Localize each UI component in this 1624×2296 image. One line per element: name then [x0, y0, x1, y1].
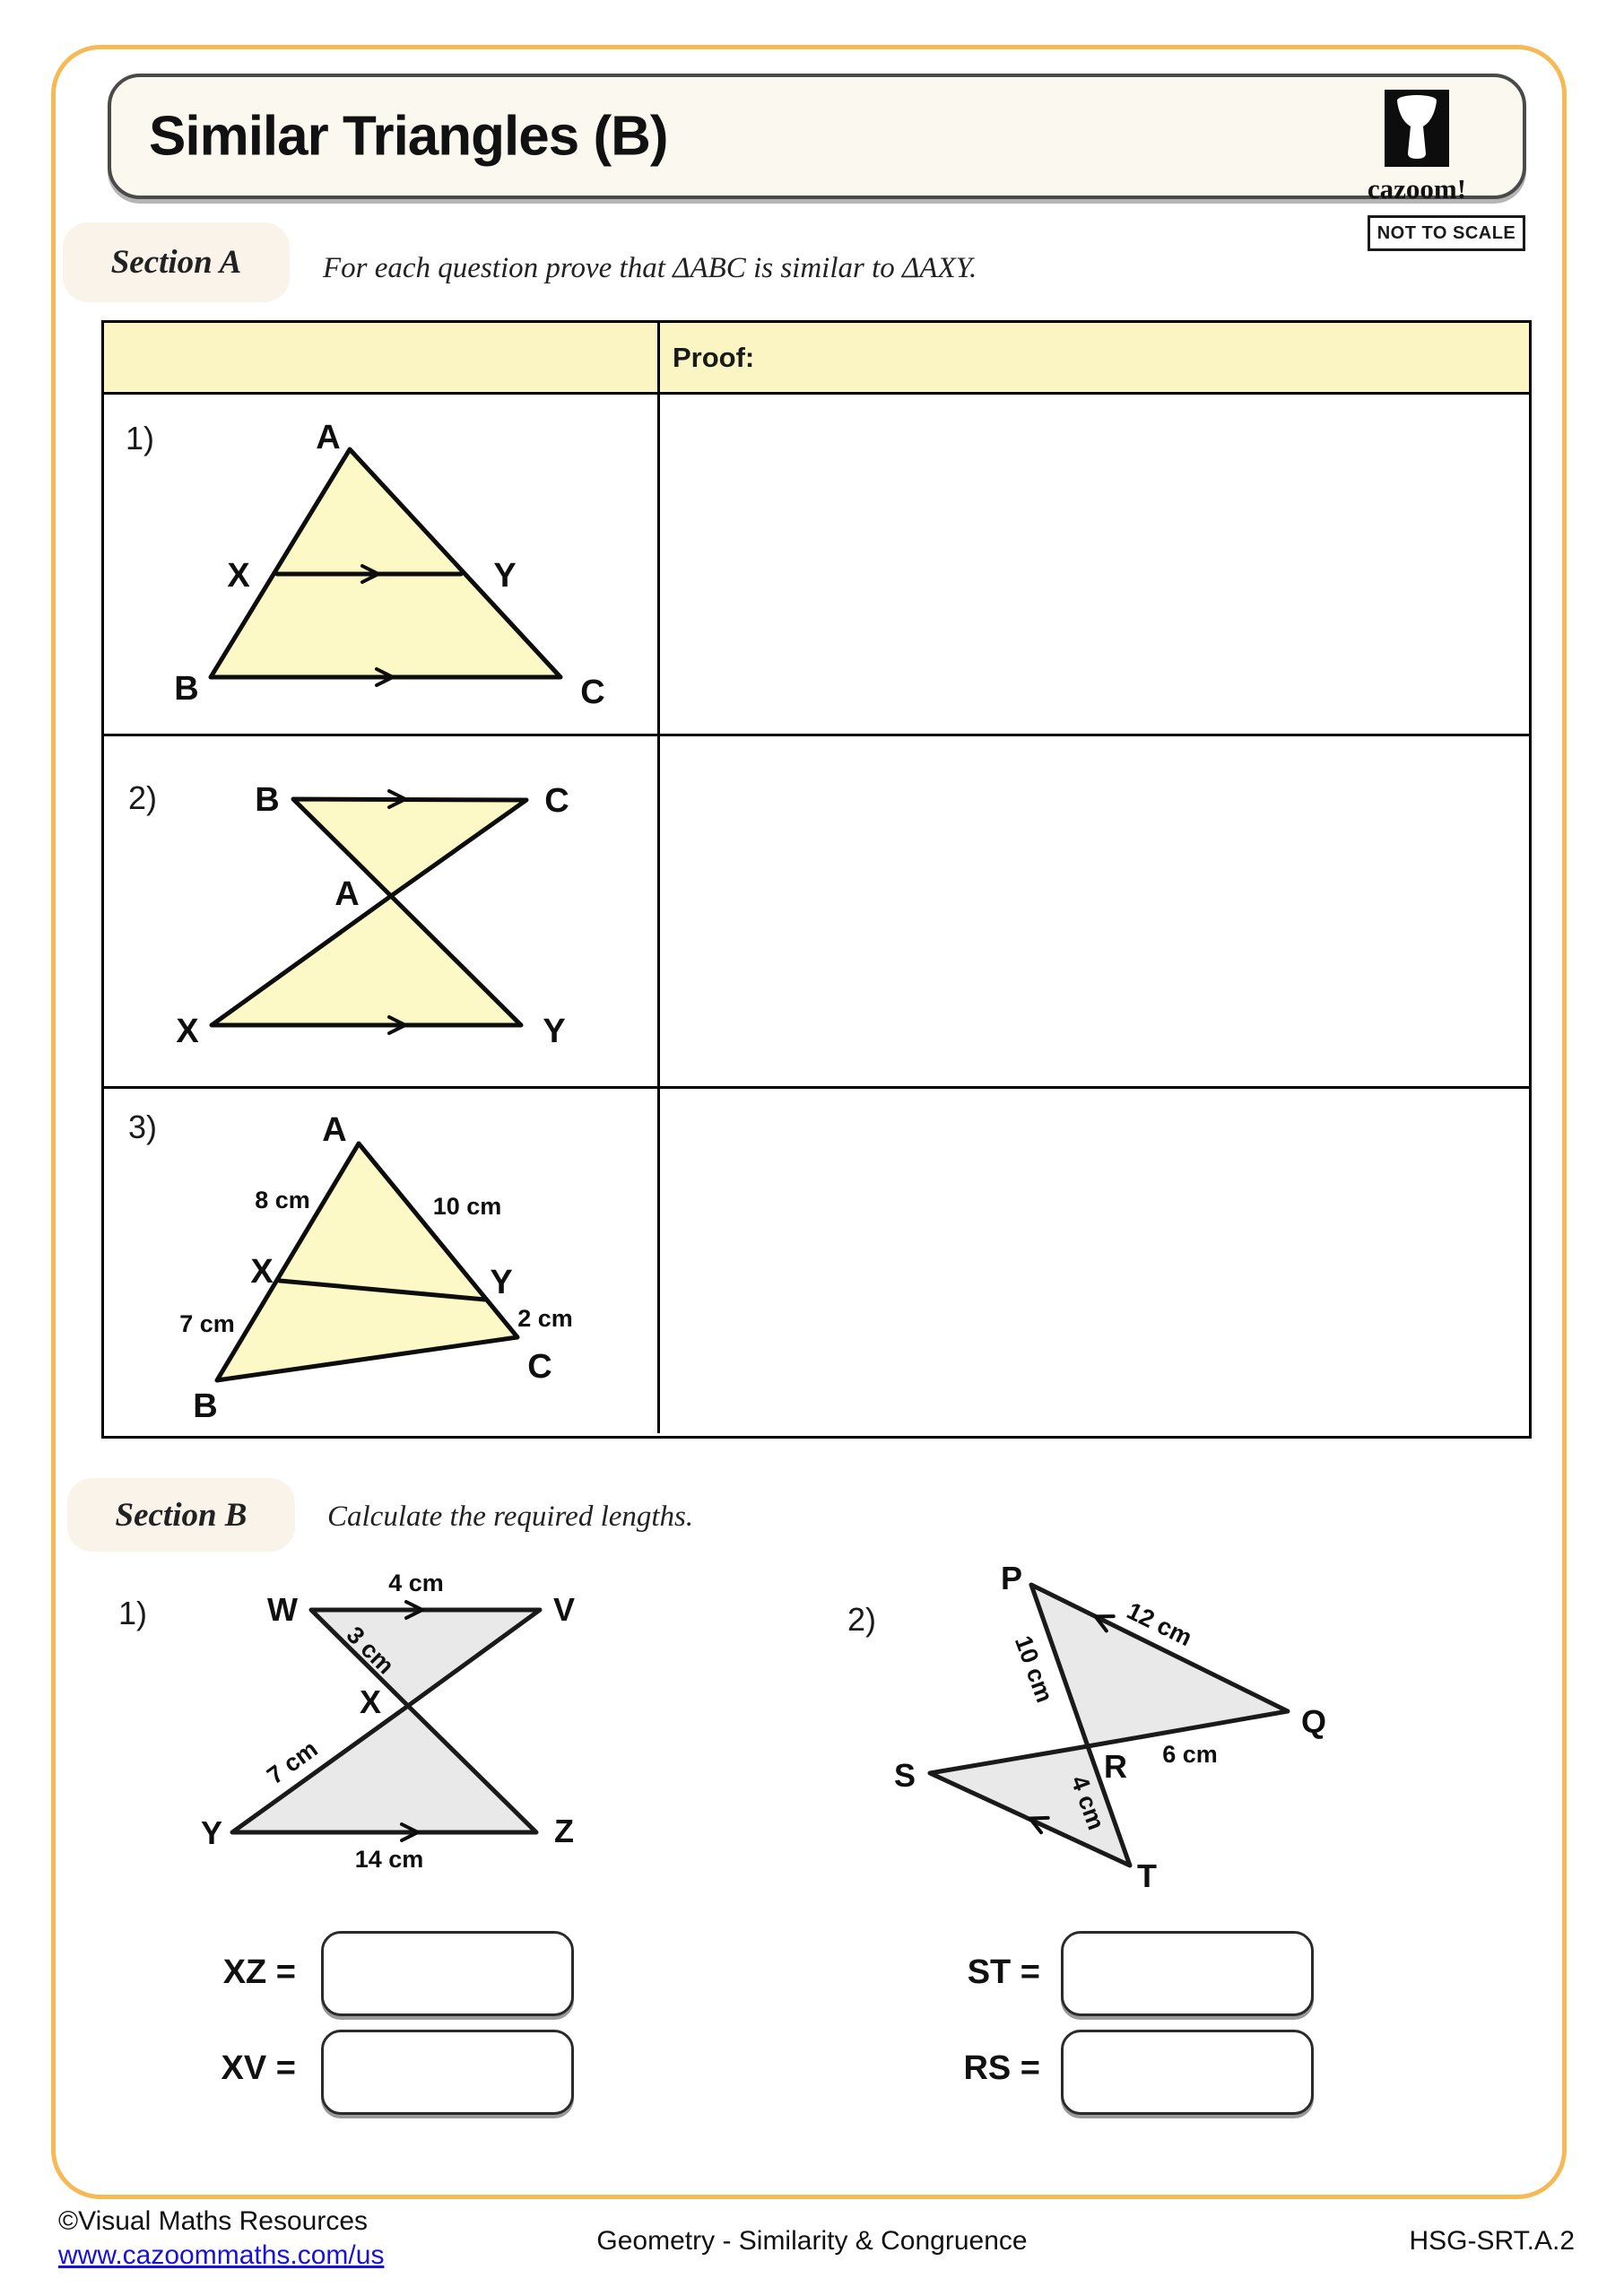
not-to-scale-badge: [1368, 215, 1525, 251]
vertex-label-y: Y: [200, 1814, 223, 1851]
website-link[interactable]: www.cazoommaths.com/us: [58, 2240, 385, 2270]
section-b-label-text: Section B: [115, 1496, 248, 1534]
triangle-axy: [212, 896, 521, 1025]
answer-box-st[interactable]: [1061, 1931, 1314, 2016]
b1-bowtie-diagram: [108, 1561, 610, 1883]
vertex-label-v: V: [552, 1591, 576, 1628]
vertex-label-x: X: [176, 1013, 199, 1050]
measure-xy: 7 cm: [262, 1735, 323, 1790]
vertex-label-c: C: [527, 1348, 552, 1386]
table-header-row: [104, 323, 1529, 395]
title-box: [108, 74, 1526, 204]
vertex-label-t: T: [1137, 1857, 1157, 1894]
vertex-label-a: A: [334, 875, 360, 913]
q3-number: 3): [128, 1109, 158, 1145]
vertex-label-b: B: [193, 1387, 218, 1425]
measure-yz: 14 cm: [354, 1846, 424, 1873]
table-row-q3: [104, 1089, 1529, 1433]
answer-label-xz: XZ =: [222, 1953, 296, 1991]
standard-code: HSG-SRT.A.2: [1409, 2226, 1575, 2256]
measure-ax: 8 cm: [255, 1187, 310, 1213]
section-b-label: [67, 1478, 295, 1552]
measure-yc: 2 cm: [517, 1305, 573, 1332]
q3-triangle-diagram: [104, 1089, 657, 1431]
section-a-label-text: Section A: [110, 244, 242, 281]
vertex-label-r: R: [1104, 1748, 1127, 1785]
triangle-bca: [293, 799, 526, 896]
vertex-label-y: Y: [493, 557, 517, 595]
q3-diagram-cell: [104, 1089, 660, 1433]
q1-proof-area[interactable]: [660, 395, 1529, 734]
vertex-label-a: A: [316, 419, 341, 457]
proof-column-header: Proof:: [673, 341, 755, 373]
vertex-label-q: Q: [1300, 1703, 1327, 1740]
measure-pr: 10 cm: [1009, 1631, 1059, 1707]
vertex-label-a: A: [322, 1111, 347, 1149]
section-a-table: [101, 320, 1532, 1439]
b2-diagram: [843, 1552, 1354, 1946]
copyright-text: ©Visual Maths Resources: [58, 2206, 369, 2236]
measure-rt: 4 cm: [1065, 1771, 1110, 1834]
q2-diagram-cell: [104, 736, 660, 1086]
vertex-label-y: Y: [490, 1264, 513, 1301]
header-diagram-cell: [104, 323, 660, 392]
measure-pq: 12 cm: [1123, 1596, 1196, 1652]
measure-wv: 4 cm: [388, 1570, 444, 1596]
answer-box-rs[interactable]: [1061, 2030, 1314, 2115]
logo-wordmark: cazoom!: [1367, 173, 1467, 204]
section-a-label: [63, 222, 290, 302]
vertex-label-s: S: [893, 1757, 916, 1794]
q1-number: 1): [126, 420, 155, 457]
table-row-q1: [104, 395, 1529, 736]
vertex-label-x: X: [227, 557, 250, 595]
b1-number: 1): [118, 1595, 148, 1631]
answer-label-xv: XV =: [221, 2049, 296, 2087]
b2-number: 2): [847, 1601, 877, 1638]
q1-diagram-cell: [104, 395, 660, 734]
vertex-label-b: B: [174, 670, 199, 708]
q2-bowtie-diagram: [104, 736, 657, 1086]
cazoom-logo: [1354, 90, 1480, 205]
b2-pinwheel-diagram: [843, 1552, 1354, 1946]
vertex-label-b: B: [255, 781, 280, 819]
measure-wx: 3 cm: [341, 1621, 400, 1680]
answer-label-rs: RS =: [963, 2049, 1040, 2087]
q1-triangle-diagram: [104, 395, 657, 734]
answer-box-xz[interactable]: [321, 1931, 574, 2016]
measure-rq: 6 cm: [1162, 1741, 1218, 1768]
answer-label-st: ST =: [967, 1953, 1040, 1991]
triangle-wvx: [311, 1610, 540, 1706]
vertex-label-p: P: [1000, 1560, 1023, 1596]
section-a-instruction: For each question prove that ΔABC is similar to ΔAXY.: [323, 252, 977, 284]
answer-box-xv[interactable]: [321, 2030, 574, 2115]
vertex-label-x: X: [359, 1683, 382, 1720]
header-proof-cell: [660, 323, 1529, 392]
vertex-label-c: C: [580, 674, 605, 711]
section-b-instruction: Calculate the required lengths.: [327, 1500, 694, 1533]
q2-proof-area[interactable]: [660, 736, 1529, 1086]
measure-xb: 7 cm: [179, 1310, 235, 1337]
vertex-label-c: C: [544, 782, 569, 820]
not-to-scale-text: NOT TO SCALE: [1376, 222, 1516, 243]
q3-proof-area[interactable]: [660, 1089, 1529, 1433]
table-row-q2: [104, 736, 1529, 1089]
vertex-label-x: X: [250, 1253, 274, 1291]
footer-topic: Geometry - Similarity & Congruence: [596, 2226, 1028, 2256]
drum-icon: [1385, 90, 1449, 167]
b1-diagram: [108, 1561, 610, 1883]
measure-ay: 10 cm: [432, 1193, 502, 1220]
vertex-label-z: Z: [554, 1813, 574, 1849]
q2-number: 2): [128, 779, 158, 816]
vertex-label-w: W: [267, 1591, 298, 1628]
vertex-label-y: Y: [543, 1013, 566, 1050]
page-title: Similar Triangles (B): [149, 105, 668, 168]
